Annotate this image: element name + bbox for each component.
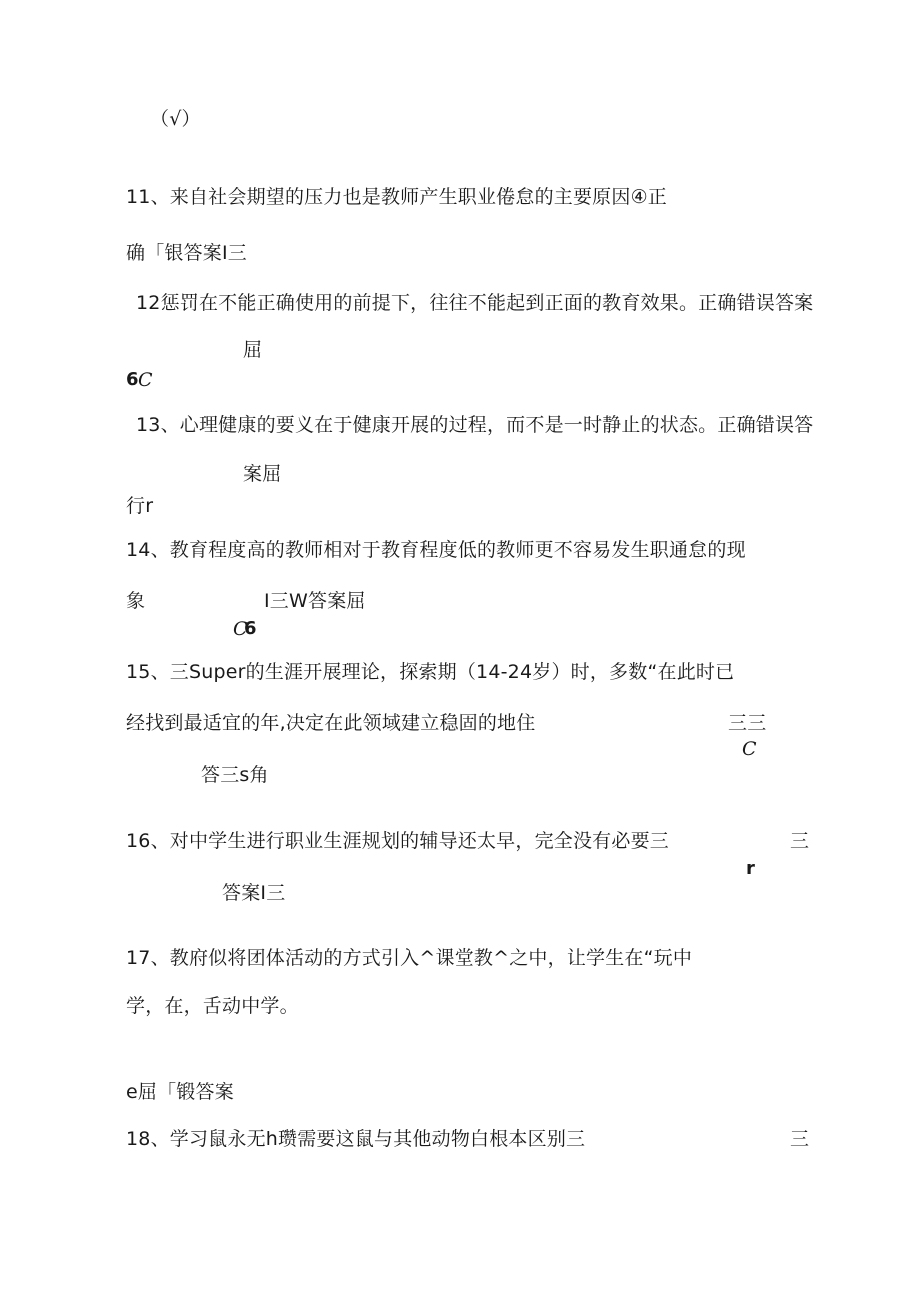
question-11-text-cont: 确「银答案I三 <box>126 242 248 264</box>
question-12-answer: 屈 <box>243 339 263 361</box>
question-13-answer: 案屈 <box>243 463 282 485</box>
question-15-text: 15、三Super的生涯开展理论，探索期（14-24岁）时，多数“在此时已 <box>126 661 735 683</box>
question-16-text: 16、对中学生进行职业生涯规划的辅导还太早，完全没有必要三 <box>126 830 669 852</box>
question-11-text: 11、来自社会期望的压力也是教师产生职业倦怠的主要原因④正 <box>126 186 668 208</box>
question-14-text: 14、教育程度高的教师相对于教育程度低的教师更不容易发生职通怠的现 <box>126 539 746 561</box>
question-15-text-cont: 经找到最适宜的年,决定在此领域建立稳固的地住 <box>126 712 536 734</box>
question-15-answer: 答三s角 <box>201 764 269 786</box>
question-16-right-mark: 三 <box>790 830 810 852</box>
question-18-right-mark: 三 <box>790 1128 810 1150</box>
question-17-answer: e屈「锻答案 <box>126 1081 234 1103</box>
question-12-mark-b: C <box>138 369 153 391</box>
question-14-answer: I三W答案屈 <box>264 590 366 612</box>
question-13-mark: 行r <box>126 495 154 517</box>
question-16-right-sub: r <box>746 858 756 879</box>
question-14-mark-b: 6 <box>244 618 257 639</box>
question-16-answer: 答案I三 <box>222 882 286 904</box>
question-14-mark-a: C <box>233 618 248 640</box>
question-14-text-cont: 象 <box>126 590 146 612</box>
question-15-right-marks: 三三 <box>728 712 767 734</box>
question-13-text: 13、心理健康的要义在于健康开展的过程，而不是一时静止的状态。正确错误答 <box>136 414 814 436</box>
question-17-text-cont: 学，在，舌动中学。 <box>126 995 299 1017</box>
question-18-text: 18、学习鼠永无h瓒需要这鼠与其他动物白根本区别三 <box>126 1128 586 1150</box>
check-mark-answer: （√） <box>150 108 201 130</box>
question-17-text: 17、教府似将团体活动的方式引入^课堂教^之中，让学生在“玩中 <box>126 947 693 969</box>
question-12-text: 12惩罚在不能正确使用的前提下，往往不能起到正面的教育效果。正确错误答案 <box>136 292 814 314</box>
question-12-mark-a: 6 <box>126 369 139 390</box>
question-15-right-mark: C <box>742 738 757 760</box>
